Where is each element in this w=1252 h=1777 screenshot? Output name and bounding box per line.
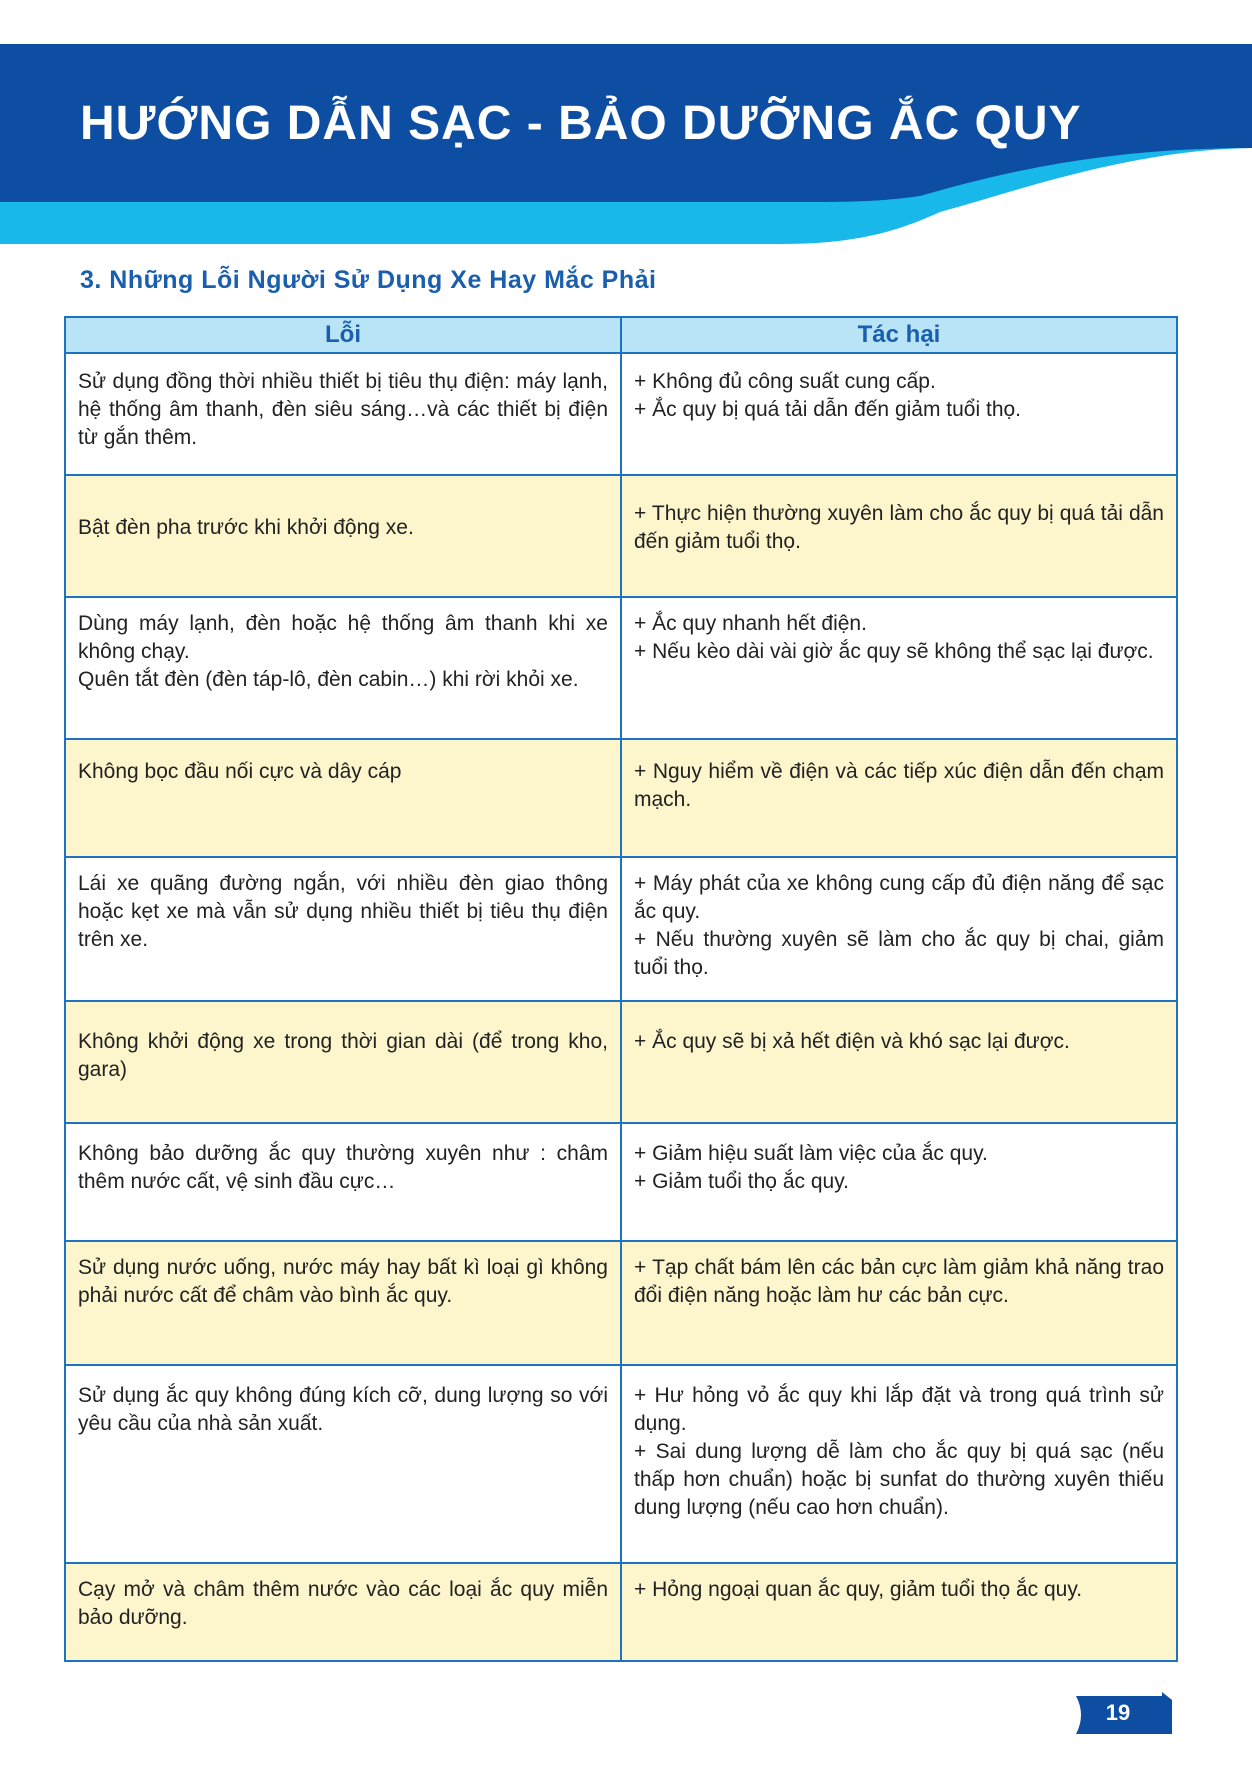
table-row: [65, 1365, 1177, 1563]
harm-text: + Tạp chất bám lên các bản cực làm giảm khả năng trao đổi điện năng hoặc làm hư các bản cực.: [634, 1256, 1164, 1307]
error-cell: [65, 597, 621, 739]
harm-cell: [621, 597, 1177, 739]
harm-cell: [621, 1001, 1177, 1123]
harm-text: + Giảm tuổi thọ ắc quy.: [634, 1170, 849, 1193]
harm-cell: [621, 739, 1177, 857]
harm-text: + Nếu thường xuyên sẽ làm cho ắc quy bị chai, giảm tuổi thọ.: [634, 928, 1164, 979]
harm-text: + Máy phát của xe không cung cấp đủ điện năng để sạc ắc quy.: [634, 872, 1164, 923]
harm-cell: [621, 475, 1177, 597]
harm-cell: [621, 353, 1177, 475]
table-header-row: [65, 317, 1177, 353]
error-text: Sử dụng nước uống, nước máy hay bất kì loại gì không phải nước cất để châm vào bình ắc quy.: [78, 1256, 608, 1307]
table-row: [65, 475, 1177, 597]
error-text: Không bọc đầu nối cực và dây cáp: [78, 760, 402, 783]
error-text: Không bảo dưỡng ắc quy thường xuyên như : châm thêm nước cất, vệ sinh đầu cực…: [78, 1142, 608, 1193]
harm-cell: [621, 1365, 1177, 1563]
section-heading: 3. Những Lỗi Người Sử Dụng Xe Hay Mắc Phải: [80, 266, 657, 294]
error-cell: [65, 857, 621, 1001]
error-text: Sử dụng đồng thời nhiều thiết bị tiêu thụ điện: máy lạnh, hệ thống âm thanh, đèn siêu sáng…và các thiết bị điện từ gắn thêm.: [78, 370, 608, 449]
errors-table: [64, 316, 1178, 1662]
table-row: [65, 1241, 1177, 1365]
error-text: Không khởi động xe trong thời gian dài (để trong kho, gara): [78, 1030, 608, 1081]
harm-text: + Ắc quy sẽ bị xả hết điện và khó sạc lại được.: [634, 1030, 1070, 1053]
error-text: Quên tắt đèn (đèn táp-lô, đèn cabin…) khi rời khỏi xe.: [78, 668, 579, 691]
page-title: HƯỚNG DẪN SẠC - BẢO DƯỠNG ẮC QUY: [80, 97, 1082, 150]
error-text: Dùng máy lạnh, đèn hoặc hệ thống âm thanh khi xe không chạy.: [78, 612, 608, 663]
harm-text: + Ắc quy bị quá tải dẫn đến giảm tuổi thọ.: [634, 398, 1022, 421]
harm-text: + Nếu kèo dài vài giờ ắc quy sẽ không thể sạc lại được.: [634, 640, 1154, 663]
error-cell: [65, 1123, 621, 1241]
error-cell: [65, 475, 621, 597]
error-text: Cạy mở và châm thêm nước vào các loại ắc quy miễn bảo dưỡng.: [78, 1578, 608, 1629]
harm-cell: [621, 1123, 1177, 1241]
harm-text: + Thực hiện thường xuyên làm cho ắc quy bị quá tải dẫn đến giảm tuổi thọ.: [634, 502, 1164, 553]
harm-text: + Sai dung lượng dễ làm cho ắc quy bị quá sạc (nếu thấp hơn chuẩn) hoặc bị sunfat do thường xuyên thiếu dung lượng (nếu cao hơn chuẩn).: [634, 1440, 1164, 1519]
harm-cell: [621, 1563, 1177, 1661]
error-cell: [65, 1241, 621, 1365]
harm-cell: [621, 857, 1177, 1001]
harm-text: + Hư hỏng vỏ ắc quy khi lắp đặt và trong quá trình sử dụng.: [634, 1384, 1164, 1435]
error-cell: [65, 739, 621, 857]
column-header-harm: Tác hại: [621, 317, 1177, 353]
harm-text: + Giảm hiệu suất làm việc của ắc quy.: [634, 1142, 988, 1165]
harm-cell: [621, 1241, 1177, 1365]
error-text: Lái xe quãng đường ngắn, với nhiều đèn giao thông hoặc kẹt xe mà vẫn sử dụng nhiều thiết bị tiêu thụ điện trên xe.: [78, 872, 608, 951]
error-cell: [65, 1001, 621, 1123]
error-cell: [65, 353, 621, 475]
page-number: 19: [1105, 1700, 1131, 1725]
table-row: [65, 1563, 1177, 1661]
harm-text: + Hỏng ngoại quan ắc quy, giảm tuổi thọ ắc quy.: [634, 1578, 1083, 1601]
header-banner: [0, 0, 1252, 250]
column-header-error: Lỗi: [65, 317, 621, 353]
error-text: Sử dụng ắc quy không đúng kích cỡ, dung lượng so với yêu cầu của nhà sản xuất.: [78, 1384, 608, 1435]
table-row: [65, 1123, 1177, 1241]
error-cell: [65, 1365, 621, 1563]
page-number-badge: [1076, 1692, 1172, 1734]
table-row: [65, 857, 1177, 1001]
harm-text: + Nguy hiểm về điện và các tiếp xúc điện dẫn đến chạm mạch.: [634, 760, 1164, 811]
harm-text: + Không đủ công suất cung cấp.: [634, 370, 936, 393]
table-row: [65, 1001, 1177, 1123]
error-text: Bật đèn pha trước khi khởi động xe.: [78, 516, 414, 539]
table-row: [65, 739, 1177, 857]
error-cell: [65, 1563, 621, 1661]
table-row: [65, 353, 1177, 475]
harm-text: + Ắc quy nhanh hết điện.: [634, 612, 867, 635]
table-row: [65, 597, 1177, 739]
